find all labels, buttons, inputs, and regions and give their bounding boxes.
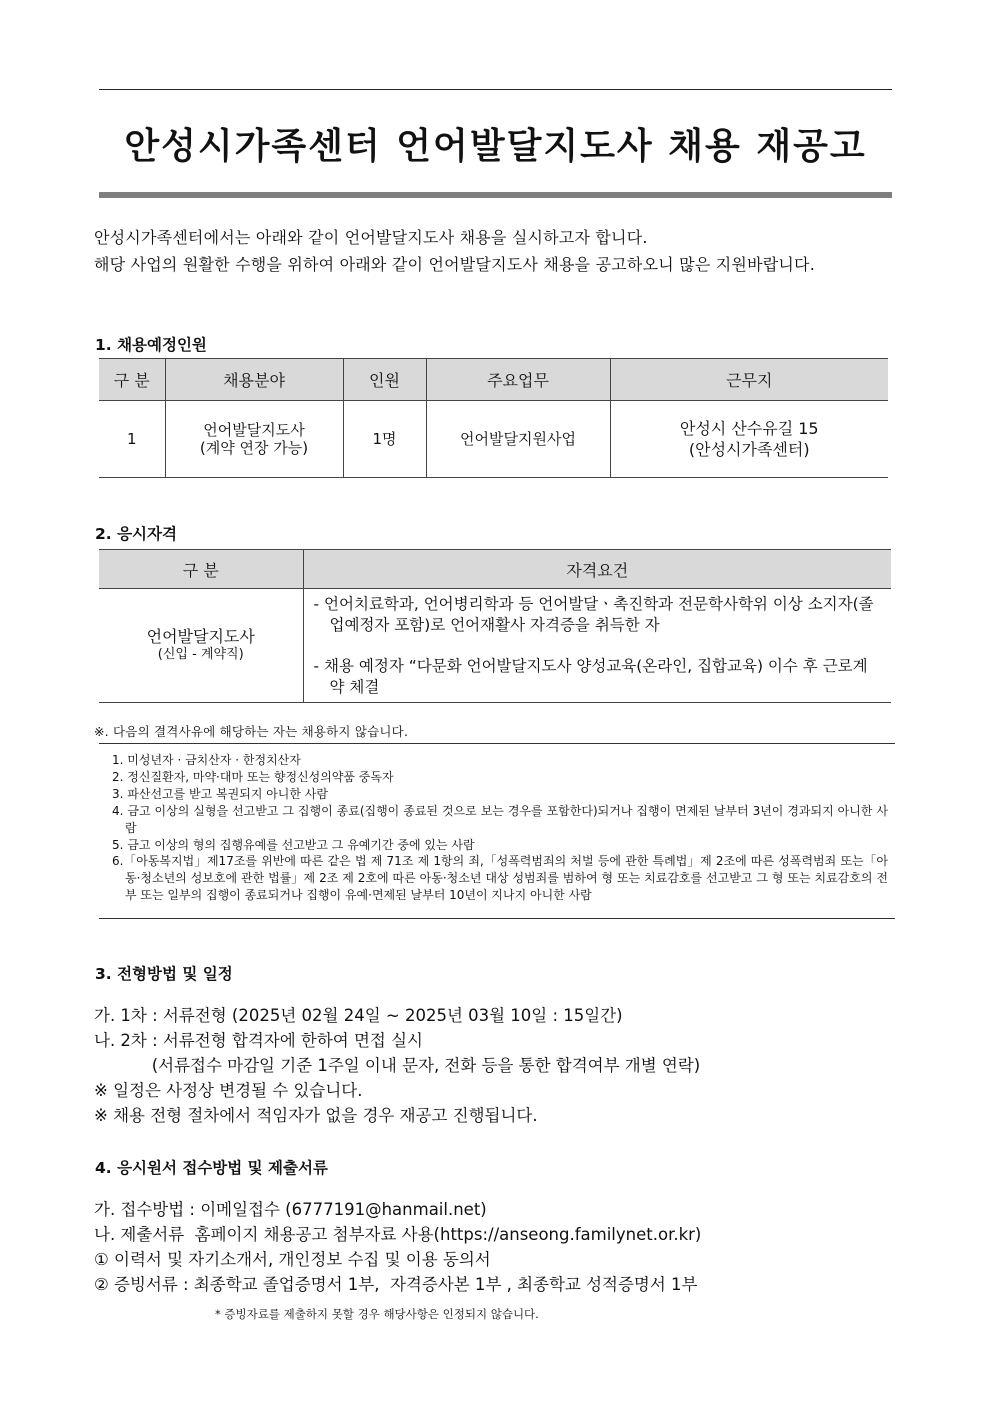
- field-name: 언어발달지도사: [203, 421, 305, 439]
- top-rule: [99, 89, 892, 90]
- application-line: ① 이력서 및 자기소개서, 개인정보 수집 및 이용 동의서: [94, 1250, 491, 1269]
- qualification-table: [99, 549, 891, 703]
- requirement-item: - 채용 예정자 “다문화 언어발달지도사 양성교육(온라인, 집합교육) 이수 후 근로계약 체결: [313, 656, 868, 696]
- application-line: 나. 제출서류 홈페이지 채용공고 첨부자료 사용(https://anseong.familynet.or.kr): [94, 1225, 702, 1244]
- cell-no: 1: [99, 401, 165, 478]
- intro-line: 해당 사업의 원활한 수행을 위하여 아래와 같이 언어발달지도사 채용을 공고하오니 많은 지원바랍니다.: [94, 255, 815, 274]
- application-line: ② 증빙서류 : 최종학교 졸업증명서 1부, 자격증사본 1부 , 최종학교 성적증명서 1부: [94, 1275, 698, 1294]
- col-header-place: 근무지: [610, 359, 888, 401]
- table-row: [99, 401, 888, 478]
- title-underline-bar: [99, 192, 892, 198]
- col-header-duty: 주요업무: [426, 359, 610, 401]
- table-header-row: [99, 550, 891, 589]
- place-address: 안성시 산수유길 15: [679, 419, 819, 438]
- category-name: 언어발달지도사: [146, 626, 255, 646]
- place-note: (안성시가족센터): [688, 440, 810, 459]
- application-lines: [94, 1197, 701, 1297]
- schedule-line: 나. 2차 : 서류전형 합격자에 한하여 면접 실시: [94, 1031, 423, 1050]
- col-header-category: 구 분: [99, 550, 303, 589]
- list-item: 2. 정신질환자, 마약·대마 또는 향정신성의약품 중독자: [112, 769, 394, 784]
- table-header-row: [99, 359, 888, 401]
- list-item: 1. 미성년자 · 금치산자 · 한정치산자: [112, 753, 301, 767]
- cell-count: 1명: [343, 401, 426, 478]
- schedule-line: ※ 채용 전형 절차에서 적임자가 없을 경우 재공고 진행됩니다.: [94, 1106, 538, 1125]
- col-header-field: 채용분야: [165, 359, 343, 401]
- schedule-line: 가. 1차 : 서류전형 (2025년 02월 24일 ~ 2025년 03월 10일 : 15일간): [94, 1006, 623, 1025]
- schedule-line: ※ 일정은 사정상 변경될 수 있습니다.: [94, 1081, 363, 1100]
- cell-duty: 언어발달지원사업: [426, 401, 610, 478]
- table-row: [99, 589, 891, 703]
- page-title: 안성시가족센터 언어발달지도사 채용 재공고: [124, 126, 867, 167]
- schedule-lines: [94, 1003, 700, 1128]
- intro-paragraph: [94, 224, 815, 278]
- cell-requirements: [303, 589, 891, 703]
- section4-heading: 4. 응시원서 접수방법 및 제출서류: [95, 1159, 328, 1177]
- list-item: 6.「아동복지법」제17조를 위반에 따른 같은 법 제 71조 제 1항의 죄,「성폭력범죄의 처벌 등에 관한 특례법」제 2조에 따른 성폭력범죄 또는「아동·청소년의 성보호에 관한 법률」제 2조 제 2호에 따른 아동·청소년 대상 성범죄를 범하여 형 또는 치료감호를 선고받고 그 형 또는 치료감호의 전부 또는 일부의 집행이 종료되거나 집행이 유예·면제된 날부터 10년이 지나지 아니한 사람: [112, 854, 888, 903]
- requirement-item: - 언어치료학과, 언어병리학과 등 언어발달ㆍ촉진학과 전문학사학위 이상 소지자(졸업예정자 포함)로 언어재활사 자격증을 취득한 자: [313, 594, 874, 634]
- col-header-count: 인원: [343, 359, 426, 401]
- cell-category: [99, 589, 303, 703]
- list-item: 4. 금고 이상의 실형을 선고받고 그 집행이 종료(집행이 종료된 것으로 보는 경우를 포함한다)되거나 집행이 면제된 날부터 3년이 경과되지 아니한 사람: [112, 803, 888, 835]
- cell-field: [165, 401, 343, 478]
- category-note: (신입 - 계약직): [157, 646, 244, 662]
- application-line: 가. 접수방법 : 이메일접수 (6777191@hanmail.net): [94, 1200, 487, 1219]
- field-note: (계약 연장 가능): [199, 439, 309, 457]
- section1-heading: 1. 채용예정인원: [95, 336, 207, 354]
- disqualification-list: [112, 752, 888, 904]
- disqualification-note: ※. 다음의 결격사유에 해당하는 자는 채용하지 않습니다.: [94, 724, 409, 739]
- section3-heading: 3. 전형방법 및 일정: [95, 965, 233, 983]
- cell-place: [610, 401, 888, 478]
- col-header-category: 구 분: [99, 359, 165, 401]
- intro-line: 안성시가족센터에서는 아래와 같이 언어발달지도사 채용을 실시하고자 합니다.: [94, 228, 648, 247]
- schedule-line: (서류접수 마감일 기준 1주일 이내 문자, 전화 등을 통한 합격여부 개별 연락): [94, 1056, 701, 1075]
- recruitment-table: [99, 358, 888, 478]
- list-item: 5. 금고 이상의 형의 집행유예를 선고받고 그 유예기간 중에 있는 사람: [112, 837, 475, 852]
- section2-heading: 2. 응시자격: [95, 525, 177, 543]
- col-header-requirements: 자격요건: [303, 550, 891, 589]
- list-item: 3. 파산선고를 받고 복권되지 아니한 사람: [112, 786, 328, 801]
- footnote: * 증빙자료를 제출하지 못할 경우 해당사항은 인정되지 않습니다.: [215, 1307, 539, 1321]
